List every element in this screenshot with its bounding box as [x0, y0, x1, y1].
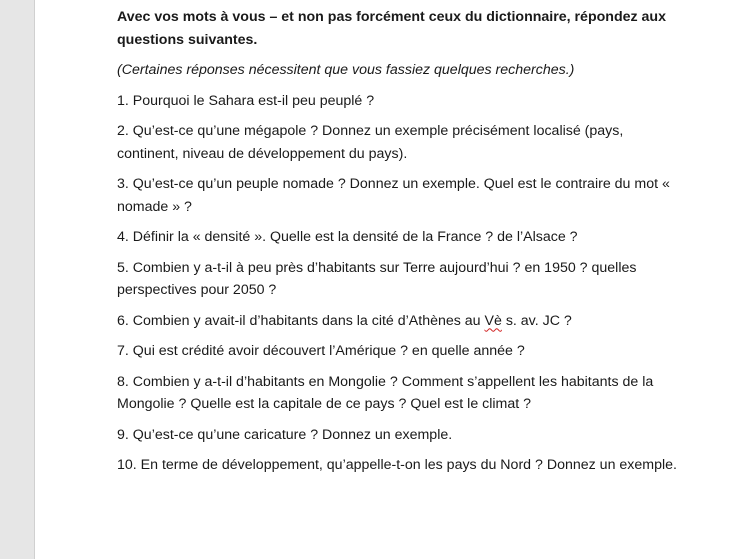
question-6-text-end: s. av. JC ?: [501, 312, 572, 329]
question-6: [117, 310, 677, 333]
research-note: (Certaines réponses nécessitent que vous fassiez quelques recherches.): [117, 62, 575, 78]
question-9: 9. Qu’est-ce qu’une caricature ? Donnez un exemple.: [117, 426, 453, 443]
question-2: 2. Qu’est-ce qu’une mégapole ? Donnez un exemple précisément localisé (pays, continent, niveau de développement du pays).: [117, 123, 624, 162]
question-6-text-start: 6. Combien y avait-il d’habitants dans la cité d’Athènes au: [117, 312, 485, 329]
instructions-heading: Avec vos mots à vous – et non pas forcément ceux du dictionnaire, répondez aux questions suivantes.: [117, 9, 666, 48]
question-1: 1. Pourquoi le Sahara est-il peu peuplé ?: [117, 92, 375, 109]
spellcheck-flagged-word[interactable]: Vè: [484, 312, 502, 329]
question-5: 5. Combien y a-t-il à peu près d’habitants sur Terre aujourd’hui ? en 1950 ? quelles perspectives pour 2050 ?: [117, 259, 637, 298]
question-10: 10. En terme de développement, qu’appelle-t-on les pays du Nord ? Donnez un exemple.: [117, 457, 677, 473]
question-7: 7. Qui est crédité avoir découvert l’Amérique ? en quelle année ?: [117, 343, 525, 359]
question-3: 3. Qu’est-ce qu’un peuple nomade ? Donnez un exemple. Quel est le contraire du mot « nomade » ?: [117, 176, 670, 215]
question-4: 4. Définir la « densité ». Quelle est la densité de la France ? de l’Alsace ?: [117, 229, 578, 245]
document-body: [117, 6, 677, 485]
question-8: 8. Combien y a-t-il d’habitants en Mongolie ? Comment s’appellent les habitants de la Mongolie ? Quelle est la capitale de ce pays ? Quel est le climat ?: [117, 373, 654, 412]
document-page: [34, 0, 732, 559]
